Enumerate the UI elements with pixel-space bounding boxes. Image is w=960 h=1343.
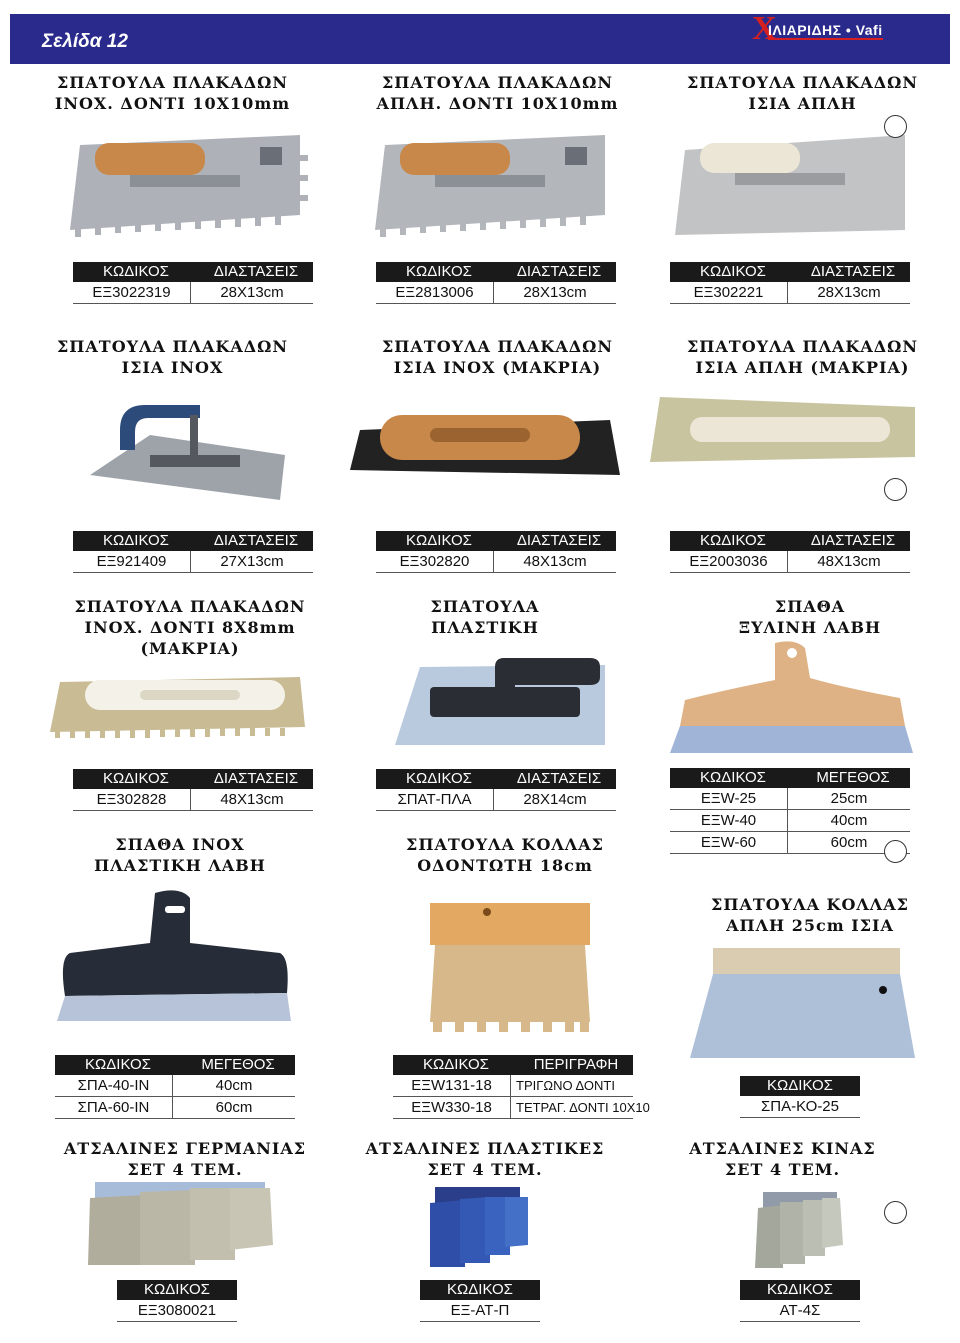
- product-title: ΣΠΑΤΟΥΛΑ ΚΟΛΛΑΣ ΑΠΛΗ 25cm ΙΣΙΑ: [711, 895, 909, 935]
- product-title: ΣΠΑΤΟΥΛΑ ΠΛΑΚΑΔΩΝ ΙΝΟΧ. ΔΟΝΤΙ 8Χ8mm (ΜΑΚΡΙΑ): [74, 597, 306, 658]
- product-title: ΣΠΑΤΟΥΛΑ ΠΛΑΚΑΔΩΝ ΙΣΙΑ ΑΠΛΗ: [686, 73, 919, 113]
- table-row: ΕΞW330-18 ΤΕΤΡΑΓ. ΔΟΝΤΙ 10Χ10: [393, 1097, 633, 1119]
- select-circle: [884, 840, 907, 863]
- scraper-wood-handle-image: [665, 638, 915, 756]
- product-table: ΚΩΔΙΚΟΣ ΔΙΑΣΤΑΣΕΙΣ ΣΠΑΤ-ΠΛΑ 28Χ14cm: [376, 769, 616, 811]
- table-row: ΕΞ2003036 48Χ13cm: [670, 551, 910, 573]
- table-row: ΣΠΑΤ-ΠΛΑ 28Χ14cm: [376, 789, 616, 811]
- table-row: ΕΞ-ΑΤ-Π: [420, 1300, 540, 1322]
- page-number: Σελίδα 12: [42, 31, 128, 52]
- product-title: ΣΠΑΘΑ ΞΥΛΙΝΗ ΛΑΒΗ: [738, 597, 882, 637]
- logo-text: ΙΛΙΑΡΙΔΗΣ • Vafi: [768, 22, 883, 38]
- product-table: ΚΩΔΙΚΟΣ ΔΙΑΣΤΑΣΕΙΣ ΕΞ302828 48Χ13cm: [73, 769, 313, 811]
- table-row: ΕΞW131-18 ΤΡΙΓΩΝΟ ΔΟΝΤΙ: [393, 1075, 633, 1097]
- table-row: ΕΞW-25 25cm: [670, 788, 910, 810]
- logo-letter: X: [752, 10, 777, 47]
- product-table: ΚΩΔΙΚΟΣ ΠΕΡΙΓΡΑΦΗ ΕΞW131-18 ΤΡΙΓΩΝΟ ΔΟΝΤΙ ΕΞW330-18 ΤΕΤΡΑΓ. ΔΟΝΤΙ 10Χ10: [393, 1055, 633, 1119]
- product-title: ΣΠΑΤΟΥΛΑ ΠΛΑΣΤΙΚΗ: [430, 597, 540, 637]
- product-title: ΣΠΑΤΟΥΛΑ ΠΛΑΚΑΔΩΝ ΙΣΙΑ ΑΠΛΗ (ΜΑΚΡΙΑ): [686, 337, 919, 377]
- plastic-trowel-image: [390, 655, 610, 747]
- plastic-putty-knife-set-image: [430, 1185, 530, 1269]
- product-title: ΣΠΑΤΟΥΛΑ ΠΛΑΚΑΔΩΝ ΙΣΙΑ ΙΝΟΧ (ΜΑΚΡΙΑ): [381, 337, 614, 377]
- product-table: ΚΩΔΙΚΟΣ ΔΙΑΣΤΑΣΕΙΣ ΕΞ2813006 28Χ13cm: [376, 262, 616, 304]
- flat-trowel-plain-image: [675, 135, 915, 240]
- long-notched-trowel-inox-image: [50, 672, 310, 740]
- product-title: ΣΠΑΤΟΥΛΑ ΠΛΑΚΑΔΩΝ ΑΠΛΗ. ΔΟΝΤΙ 10Χ10mm: [376, 73, 619, 113]
- product-title: ΣΠΑΤΟΥΛΑ ΠΛΑΚΑΔΩΝ ΙΝΟΧ. ΔΟΝΤΙ 10Χ10mm: [54, 73, 291, 113]
- table-row: ΕΞ3080021: [117, 1300, 237, 1322]
- product-table: ΚΩΔΙΚΟΣ ΣΠΑ-ΚΟ-25: [740, 1076, 860, 1118]
- product-table: ΚΩΔΙΚΟΣ ΜΕΓΕΘΟΣ ΕΞW-25 25cm ΕΞW-40 40cm ΕΞW-60 60cm: [670, 768, 910, 854]
- product-table: ΚΩΔΙΚΟΣ ΔΙΑΣΤΑΣΕΙΣ ΕΞ921409 27Χ13cm: [73, 531, 313, 573]
- table-row: ΣΠΑ-ΚΟ-25: [740, 1096, 860, 1118]
- scraper-inox-plastic-handle-image: [55, 888, 295, 1022]
- china-putty-knife-set-image: [755, 1190, 845, 1270]
- table-row: ΕΞW-40 40cm: [670, 810, 910, 832]
- product-table: ΚΩΔΙΚΟΣ ΔΙΑΣΤΑΣΕΙΣ ΕΞ302820 48Χ13cm: [376, 531, 616, 573]
- notched-trowel-wood-handle-image: [70, 135, 320, 245]
- product-title: ΣΠΑΤΟΥΛΑ ΚΟΛΛΑΣ ΟΔΟΝΤΩΤΗ 18cm: [406, 835, 604, 875]
- long-flat-trowel-plain-image: [650, 392, 920, 467]
- product-table: ΚΩΔΙΚΟΣ ΔΙΑΣΤΑΣΕΙΣ ΕΞ2003036 48Χ13cm: [670, 531, 910, 573]
- brand-logo: [752, 10, 902, 50]
- product-table: ΚΩΔΙΚΟΣ ΕΞ3080021: [117, 1280, 237, 1322]
- flat-adhesive-trowel-image: [685, 946, 920, 1060]
- select-circle: [884, 1201, 907, 1224]
- notched-trowel-plain-image: [375, 135, 625, 245]
- product-title: ΑΤΣΑΛΙΝΕΣ ΠΛΑΣΤΙΚΕΣ ΣΕΤ 4 ΤΕΜ.: [365, 1139, 605, 1179]
- product-title: ΑΤΣΑΛΙΝΕΣ ΚΙΝΑΣ ΣΕΤ 4 ΤΕΜ.: [689, 1139, 876, 1179]
- table-row: ΕΞ2813006 28Χ13cm: [376, 282, 616, 304]
- table-row: ΣΠΑ-60-ΙΝ 60cm: [55, 1097, 295, 1119]
- flat-trowel-inox-blue-handle-image: [90, 400, 290, 505]
- table-row: ΕΞ3022319 28Χ13cm: [73, 282, 313, 304]
- product-title: ΣΠΑΤΟΥΛΑ ΠΛΑΚΑΔΩΝ ΙΣΙΑ ΙΝΟΧ: [56, 337, 289, 377]
- product-table: ΚΩΔΙΚΟΣ ΜΕΓΕΘΟΣ ΣΠΑ-40-ΙΝ 40cm ΣΠΑ-60-ΙΝ 60cm: [55, 1055, 295, 1119]
- notched-adhesive-trowel-image: [425, 900, 595, 1038]
- select-circle: [884, 478, 907, 501]
- product-title: ΑΤΣΑΛΙΝΕΣ ΓΕΡΜΑΝΙΑΣ ΣΕΤ 4 ΤΕΜ.: [63, 1139, 307, 1179]
- table-row: ΑΤ-4Σ: [740, 1300, 860, 1322]
- select-circle: [884, 115, 907, 138]
- table-row: ΕΞ302828 48Χ13cm: [73, 789, 313, 811]
- table-row: ΕΞW-60 60cm: [670, 832, 910, 854]
- table-row: ΣΠΑ-40-ΙΝ 40cm: [55, 1075, 295, 1097]
- table-row: ΕΞ302820 48Χ13cm: [376, 551, 616, 573]
- product-title: ΣΠΑΘΑ ΙΝΟΧ ΠΛΑΣΤΙΚΗ ΛΑΒΗ: [94, 835, 266, 875]
- table-row: ΕΞ921409 27Χ13cm: [73, 551, 313, 573]
- product-table: ΚΩΔΙΚΟΣ ΕΞ-ΑΤ-Π: [420, 1280, 540, 1322]
- product-table: ΚΩΔΙΚΟΣ ΑΤ-4Σ: [740, 1280, 860, 1322]
- table-row: ΕΞ302221 28Χ13cm: [670, 282, 910, 304]
- product-table: ΚΩΔΙΚΟΣ ΔΙΑΣΤΑΣΕΙΣ ΕΞ3022319 28Χ13cm: [73, 262, 313, 304]
- steel-putty-knife-set-image: [85, 1180, 280, 1266]
- product-table: ΚΩΔΙΚΟΣ ΔΙΑΣΤΑΣΕΙΣ ΕΞ302221 28Χ13cm: [670, 262, 910, 304]
- long-flat-trowel-inox-image: [345, 400, 625, 480]
